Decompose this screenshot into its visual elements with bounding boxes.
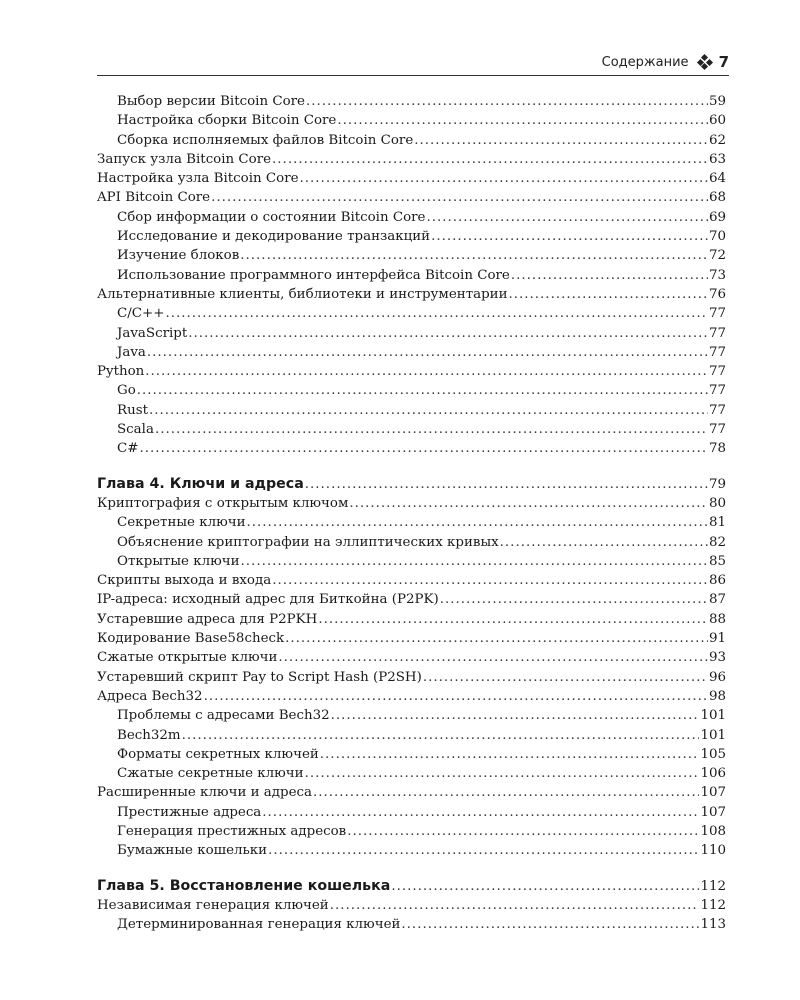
toc-entry (97, 494, 726, 513)
toc-entry-page: 101 (700, 708, 726, 724)
toc-entry-page: 68 (708, 190, 726, 206)
toc-entry-page: 77 (708, 344, 726, 360)
toc-entry-title: Престижные адреса (117, 804, 262, 820)
toc-dot-leader (349, 494, 708, 513)
toc-entry (97, 246, 726, 265)
toc-entry (97, 687, 726, 706)
toc-entry-title: Открытые ключи (117, 553, 240, 569)
toc-entry-title: Настройка сборки Bitcoin Core (117, 113, 337, 129)
toc-entry-page: 69 (708, 209, 726, 225)
toc-entry-title: Скрипты выхода и входа (97, 573, 272, 589)
toc-dot-leader (165, 304, 708, 323)
page-number: 7 (718, 53, 729, 71)
toc-dot-leader (268, 841, 699, 860)
toc-dot-leader (431, 227, 708, 246)
toc-entry (97, 343, 726, 362)
toc-entry-page: 73 (708, 267, 726, 283)
toc-entry-title: Bech32m (117, 727, 181, 743)
toc-entry-title: Детерминированная генерация ключей (117, 917, 401, 933)
toc-entry-title: Изучение блоков (117, 248, 240, 264)
toc-entry-page: 77 (708, 383, 726, 399)
toc-entry (97, 208, 726, 227)
toc-dot-leader (305, 764, 700, 783)
toc-entry-page: 88 (708, 611, 726, 627)
toc-entry-page: 87 (708, 592, 726, 608)
toc-dot-leader (188, 324, 708, 343)
toc-dot-leader (278, 648, 708, 667)
toc-entry-title: Секретные ключи (117, 515, 246, 531)
toc-entry-title: JavaScript (117, 325, 188, 341)
toc-entry (97, 745, 726, 764)
toc-entry-title: C# (117, 441, 139, 457)
toc-dot-leader (509, 285, 708, 304)
toc-entry (97, 381, 726, 400)
toc-entry (97, 571, 726, 590)
toc-entry-page: 60 (708, 113, 726, 129)
toc-dot-leader (139, 439, 707, 458)
toc-dot-leader (414, 131, 708, 150)
toc-dot-leader (337, 111, 708, 130)
toc-dot-leader (247, 513, 708, 532)
toc-dot-leader (204, 687, 708, 706)
toc-entry-title: Настройка узла Bitcoin Core (97, 171, 299, 187)
toc-dot-leader (318, 610, 708, 629)
toc-dot-leader (306, 92, 708, 111)
toc-dot-leader (347, 822, 699, 841)
toc-entry-page: 72 (708, 248, 726, 264)
toc-entry (97, 668, 726, 687)
toc-entry-title: Бумажные кошельки (117, 843, 268, 859)
ornament-diamond-icon (698, 55, 712, 69)
toc-entry-page: 112 (700, 878, 726, 894)
section-title: Содержание (601, 54, 689, 70)
toc-entry (97, 915, 726, 934)
toc-entry (97, 188, 726, 207)
toc-entry-page: 70 (708, 229, 726, 245)
toc-entry-page: 64 (708, 171, 726, 187)
toc-entry-title: Сжатые секретные ключи (117, 766, 304, 782)
toc-dot-leader (300, 169, 708, 188)
toc-entry (97, 150, 726, 169)
toc-entry-title: Кодирование Base58check (97, 631, 285, 647)
toc-entry (97, 324, 726, 343)
toc-dot-leader (440, 590, 708, 609)
toc-dot-leader (149, 401, 708, 420)
toc-entry-page: 106 (700, 766, 726, 782)
toc-entry (97, 629, 726, 648)
toc-entry (97, 304, 726, 323)
toc-dot-leader (426, 208, 707, 227)
header-divider (97, 75, 729, 76)
toc-entry (97, 648, 726, 667)
toc-dot-leader (285, 629, 708, 648)
toc-dot-leader (241, 552, 708, 571)
toc-entry-title: Rust (117, 402, 148, 418)
toc-entry-page: 77 (708, 306, 726, 322)
toc-entry-title: Использование программного интерфейса Bitcoin Core (117, 267, 510, 283)
toc-dot-leader (155, 420, 708, 439)
toc-entry-page: 107 (700, 804, 726, 820)
toc-entry-title: Python (97, 364, 145, 380)
toc-dot-leader (272, 150, 708, 169)
toc-entry (97, 764, 726, 783)
toc-entry (97, 783, 726, 802)
toc-entry-page: 91 (708, 631, 726, 647)
toc-dot-leader (211, 188, 708, 207)
toc-entry (97, 92, 726, 111)
toc-dot-leader (401, 915, 699, 934)
toc-entry-title: Форматы секретных ключей (117, 746, 319, 762)
toc-entry-page: 76 (708, 286, 726, 302)
toc-entry-title: Устаревшие адреса для P2PKH (97, 611, 318, 627)
toc-entry-title: Scala (117, 422, 154, 438)
toc-entry (97, 227, 726, 246)
toc-entry-page: 77 (708, 402, 726, 418)
toc-entry-page: 63 (708, 151, 726, 167)
toc-entry-title: Выбор версии Bitcoin Core (117, 94, 305, 109)
toc-entry-page: 81 (708, 515, 726, 531)
toc-entry-page: 82 (708, 534, 726, 550)
toc-chapter-entry (97, 877, 726, 896)
toc-entry-page: 80 (708, 495, 726, 511)
toc-entry-title: C/C++ (117, 306, 165, 322)
toc-entry-page: 85 (708, 553, 726, 569)
toc-entry-page: 101 (700, 727, 726, 743)
toc-dot-leader (331, 706, 700, 725)
toc-entry-title: API Bitcoin Core (97, 190, 211, 206)
toc-dot-leader (137, 381, 708, 400)
toc-entry-page: 110 (700, 843, 726, 859)
toc-dot-leader (262, 803, 699, 822)
toc-entry (97, 533, 726, 552)
toc-dot-leader (240, 246, 708, 265)
toc-entry-page: 79 (708, 476, 726, 492)
toc-entry-title: Криптография с открытым ключом (97, 495, 349, 511)
toc-entry (97, 896, 726, 915)
toc-dot-leader (145, 362, 708, 381)
toc-entry-title: Альтернативные клиенты, библиотеки и инструментарии (97, 286, 508, 302)
toc-entry-page: 96 (708, 669, 726, 685)
toc-dot-leader (147, 343, 708, 362)
toc-entry (97, 420, 726, 439)
toc-dot-leader (511, 266, 708, 285)
toc-dot-leader (305, 475, 708, 494)
toc-dot-leader (500, 533, 708, 552)
toc-entry (97, 111, 726, 130)
toc-entry-title: Адреса Bech32 (97, 688, 203, 704)
toc-entry-title: Глава 4. Ключи и адреса (97, 475, 304, 492)
running-header (97, 52, 729, 72)
toc-entry-page: 113 (700, 917, 726, 933)
toc-entry-title: Сжатые открытые ключи (97, 650, 278, 666)
toc-entry-title: Сбор информации о состоянии Bitcoin Core (117, 209, 426, 225)
toc-entry (97, 822, 726, 841)
toc-entry-page: 93 (708, 650, 726, 666)
toc-entry (97, 590, 726, 609)
toc-entry-title: Устаревший скрипт Pay to Script Hash (P2SH) (97, 669, 422, 685)
toc-dot-leader (272, 571, 708, 590)
toc-entry-title: Go (117, 383, 136, 399)
toc-entry-title: Расширенные ключи и адреса (97, 785, 313, 801)
toc-entry (97, 266, 726, 285)
toc-dot-leader (320, 745, 700, 764)
toc-entry (97, 841, 726, 860)
toc-entry-title: Глава 5. Восстановление кошелька (97, 877, 391, 894)
toc-entry-page: 86 (708, 573, 726, 589)
toc-entry-page: 112 (700, 897, 726, 913)
toc-entry (97, 513, 726, 532)
toc-entry (97, 439, 726, 458)
toc-entry-title: Запуск узла Bitcoin Core (97, 151, 272, 167)
toc-entry-page: 59 (708, 94, 726, 109)
toc-entry-page: 105 (700, 746, 726, 762)
toc-dot-leader (182, 726, 700, 745)
toc-entry (97, 726, 726, 745)
toc-entry-title: Генерация престижных адресов (117, 823, 347, 839)
toc-entry (97, 401, 726, 420)
toc-dot-leader (330, 896, 700, 915)
toc-dot-leader (423, 668, 708, 687)
toc-entry-page: 78 (708, 441, 726, 457)
toc-entry (97, 610, 726, 629)
toc-entry (97, 169, 726, 188)
table-of-contents (97, 92, 726, 934)
toc-entry (97, 552, 726, 571)
toc-entry-title: IP-адреса: исходный адрес для Биткойна (P2PK) (97, 592, 439, 608)
toc-entry-title: Проблемы с адресами Bech32 (117, 708, 330, 724)
toc-chapter-entry (97, 475, 726, 494)
toc-dot-leader (313, 783, 699, 802)
toc-entry-page: 107 (700, 785, 726, 801)
toc-entry-page: 62 (708, 132, 726, 148)
toc-entry-page: 77 (708, 364, 726, 380)
toc-entry-title: Исследование и декодирование транзакций (117, 229, 431, 245)
toc-entry (97, 706, 726, 725)
toc-entry (97, 362, 726, 381)
toc-entry (97, 131, 726, 150)
toc-dot-leader (391, 877, 699, 896)
toc-entry-page: 77 (708, 422, 726, 438)
toc-entry (97, 285, 726, 304)
toc-entry-page: 108 (700, 823, 726, 839)
toc-entry-title: Независимая генерация ключей (97, 897, 329, 913)
toc-entry-title: Сборка исполняемых файлов Bitcoin Core (117, 132, 414, 148)
toc-entry-page: 98 (708, 688, 726, 704)
toc-entry-title: Объяснение криптографии на эллиптических кривых (117, 534, 499, 550)
toc-entry (97, 803, 726, 822)
toc-entry-page: 77 (708, 325, 726, 341)
toc-entry-title: Java (117, 344, 146, 360)
